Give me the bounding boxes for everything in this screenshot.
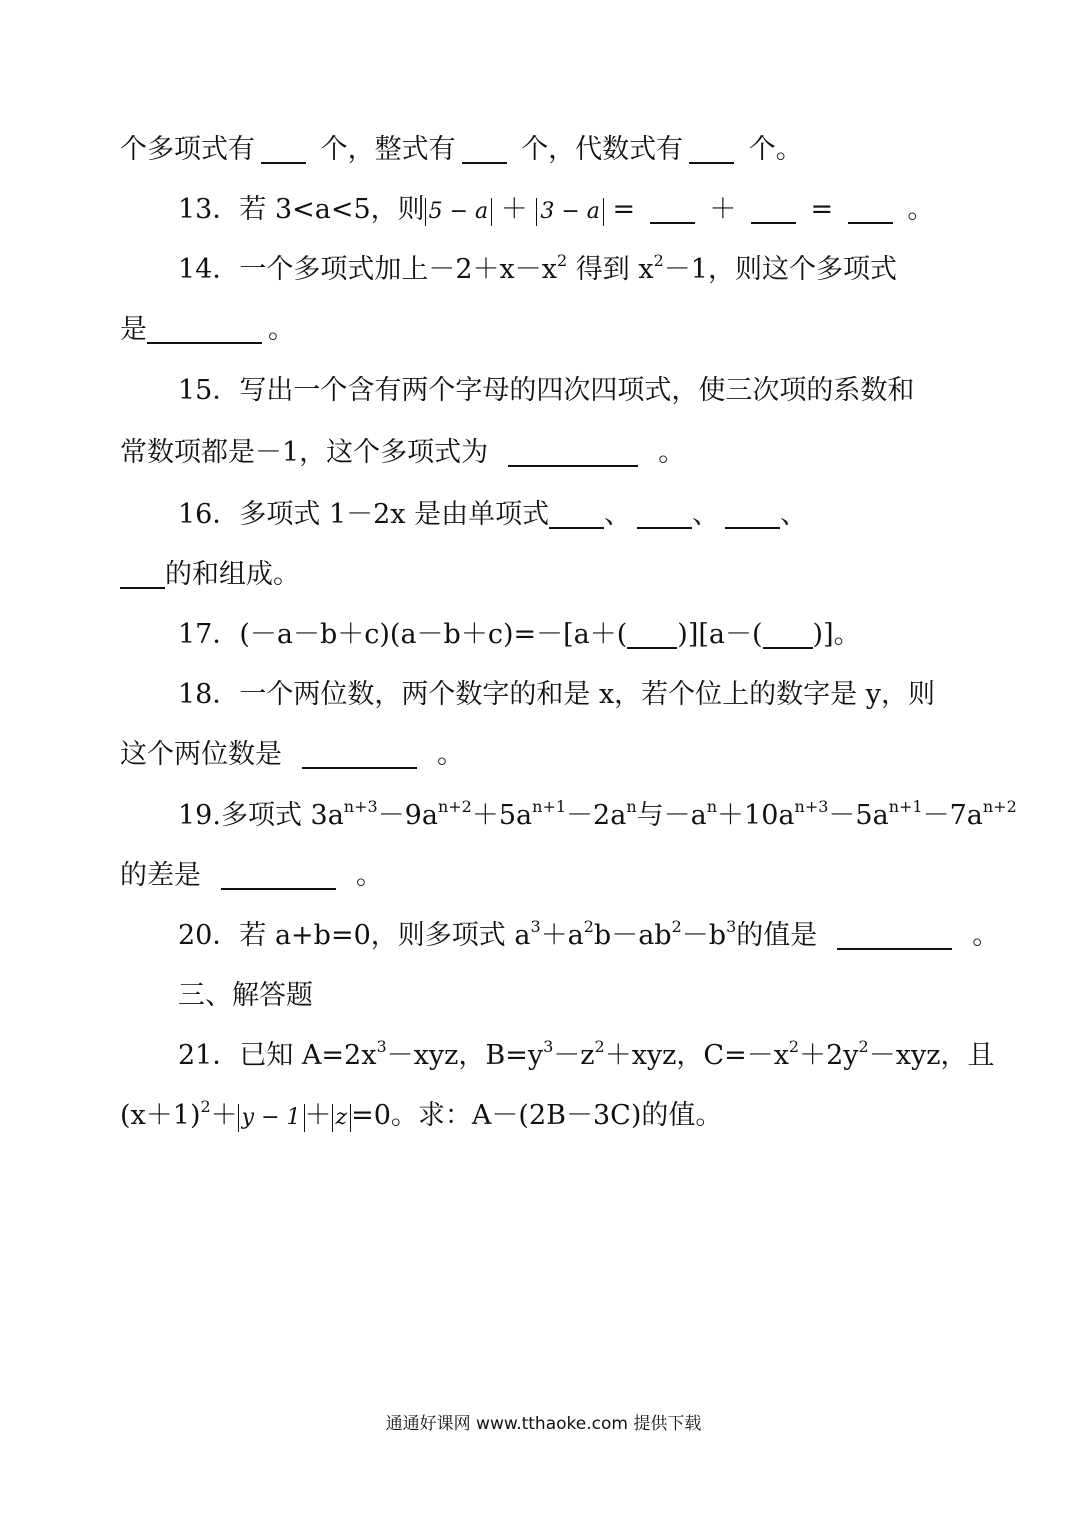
abs-value: y − 1 [238,1104,305,1132]
question-21-cont: $(x+1)^2+ y - 1 + z =0$。求：A－(2B－3C)的值。 [120,1097,723,1131]
question-21: 21．已知 $A=2x^3-xyz$，$B=y^3-z^2+xyz$，$C=-x^2+2y^2-xyz$，且 [178,1037,995,1071]
question-14-cont: 是 。 [120,314,295,345]
answer-blank[interactable] [837,918,952,950]
abs-value: z [332,1104,352,1132]
question-20: 20．若 a+b=0，则多项式 $a^3+a^2b-ab^2-b^3$的值是 。 [178,917,1000,951]
section-heading: 三、解答题 [178,980,313,1011]
question-16-cont: 的和组成。 [0,555,1087,595]
answer-blank[interactable] [751,192,796,224]
question-18: 18．一个两位数，两个数字的和是 x，若个位上的数字是 y，则 [178,679,936,710]
answer-blank[interactable] [549,497,604,529]
abs-value: 5 − a [425,198,493,226]
question-19-cont: 的差是 。 [120,860,383,891]
line-q12-tail: 个多项式有 个，整式有 个，代数式有 个。 [120,134,803,165]
answer-blank[interactable] [650,192,695,224]
abs-value: 3 − a [536,198,604,226]
question-16: 16．多项式 1－2x 是由单项式 、 、 、 [178,499,808,530]
question-17: 17．(－a－b＋c)(a－b＋c)=－[a＋( )][a－( )]。 [178,619,861,650]
answer-blank[interactable] [302,737,417,769]
answer-blank[interactable] [627,617,677,649]
question-15-cont: 常数项都是－1，这个多项式为 。 [120,437,686,468]
question-14: 14．一个多项式加上$-2+x-x^2$ 得到 $x^2-1$，则这个多项式 [178,251,897,285]
answer-blank[interactable] [637,497,692,529]
footer-credit: 通通好课网 www.tthaoke.com 提供下载 [385,1414,702,1434]
question-15: 15．写出一个含有两个字母的四次四项式，使三次项的系数和 [178,375,915,406]
question-18-cont: 这个两位数是 。 [120,739,464,770]
answer-blank[interactable] [508,435,638,467]
question-13: 13．若 3<a<5，则 5 − a ＋ 3 − a = ＋ = 。 [178,194,935,225]
answer-blank[interactable] [763,617,813,649]
answer-blank[interactable] [221,858,336,890]
answer-blank[interactable] [261,132,306,164]
question-19: 19.多项式 $3a^{n+3}-9a^{n+2}+5a^{n+1}-2a^n$与$-a^n+10a^{n+3}-5a^{n+1}-7a^{n+2}$ [178,797,1017,831]
answer-blank[interactable] [848,192,893,224]
answer-blank[interactable] [725,497,780,529]
answer-blank[interactable] [147,312,262,344]
answer-blank[interactable] [689,132,734,164]
answer-blank[interactable] [120,557,165,589]
answer-blank[interactable] [462,132,507,164]
